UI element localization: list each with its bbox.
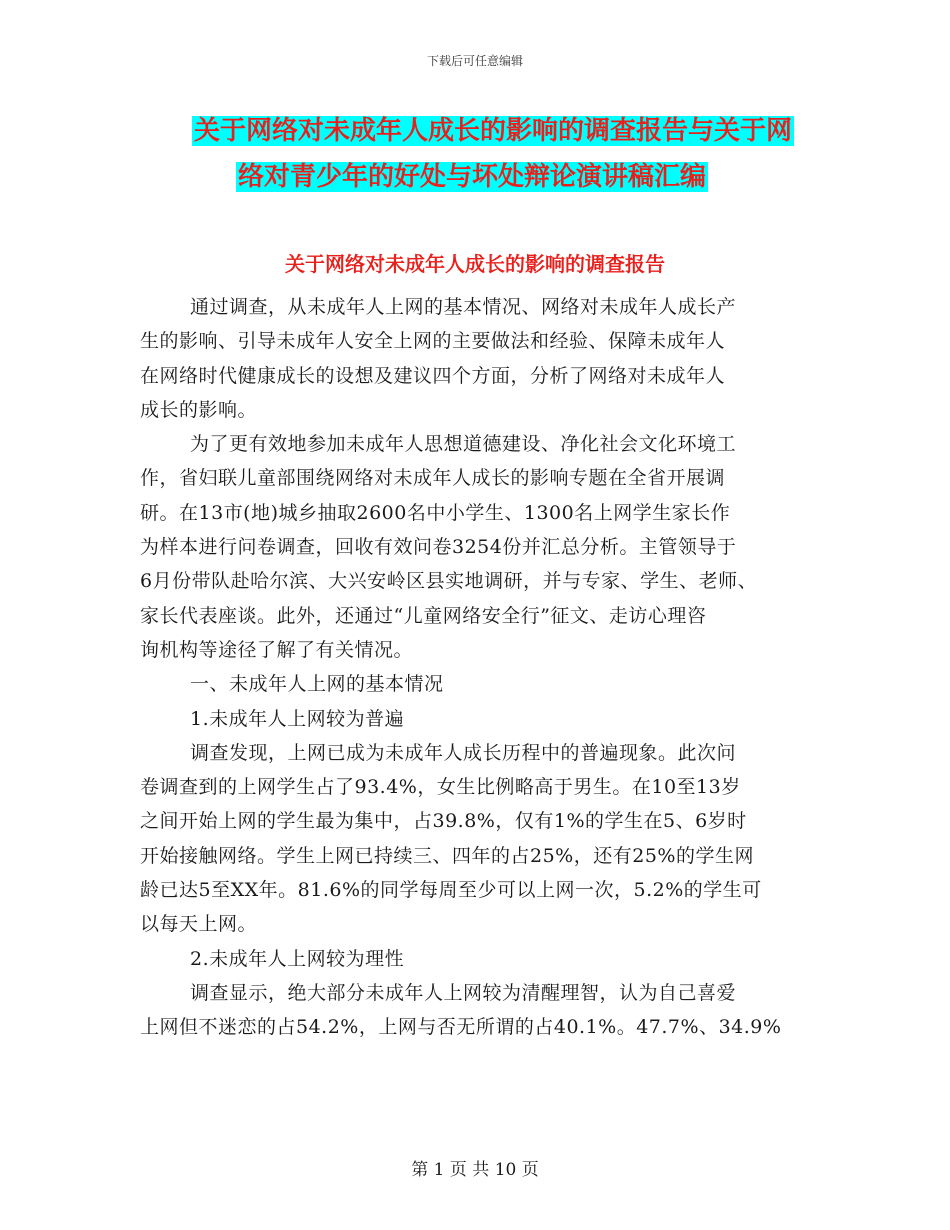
heading-line: 一、未成年人上网的基本情况	[190, 673, 444, 696]
paragraph-line: 调查显示，绝大部分未成年人上网较为清醒理智，认为自己喜爱	[190, 981, 737, 1004]
document-body	[140, 290, 820, 1045]
paragraph-line: 在网络时代健康成长的设想及建议四个方面，分析了网络对未成年人	[140, 364, 726, 387]
main-title-line-1: 关于网络对未成年人成长的影响的调查报告与关于网	[194, 116, 793, 146]
paragraph-line: 以每天上网。	[140, 913, 258, 936]
paragraph-line: 询机构等途径了解了有关情况。	[140, 638, 414, 661]
paragraph-line: 作，省妇联儿童部围绕网络对未成年人成长的影响专题在全省开展调	[140, 467, 726, 490]
header-note: 下载后可任意编辑	[426, 54, 523, 68]
paragraph-line: 卷调查到的上网学生占了93.4%，女生比例略高于男生。在10至13岁	[140, 776, 741, 799]
paragraph-line: 成长的影响。	[140, 398, 258, 421]
paragraph-line: 调查发现，上网已成为未成年人成长历程中的普遍现象。此次问	[190, 741, 737, 764]
paragraph-line: 之间开始上网的学生最为集中，占39.8%，仅有1%的学生在5、6岁时	[140, 810, 747, 833]
paragraph-line: 龄已达5至XX年。81.6%的同学每周至少可以上网一次，5.2%的学生可	[140, 879, 762, 902]
paragraph-line: 开始接触网络。学生上网已持续三、四年的占25%，还有25%的学生网	[140, 844, 754, 867]
paragraph-line: 为样本进行问卷调查，回收有效问卷3254份并汇总分析。主管领导于	[140, 536, 737, 559]
paragraph-line: 6月份带队赴哈尔滨、大兴安岭区县实地调研，并与专家、学生、老师、	[140, 570, 758, 593]
subheading-line: 1.未成年人上网较为普遍	[190, 707, 405, 730]
subheading-line: 2.未成年人上网较为理性	[190, 947, 405, 970]
page-number-footer: 第 1 页 共 10 页	[411, 1160, 539, 1180]
paragraph-line: 上网但不迷恋的占54.2%，上网与否无所谓的占40.1%。47.7%、34.9%	[140, 1016, 782, 1039]
paragraph-line: 通过调查，从未成年人上网的基本情况、网络对未成年人成长产	[190, 296, 737, 318]
section-title: 关于网络对未成年人成长的影响的调查报告	[285, 252, 665, 276]
paragraph-line: 生的影响、引导未成年人安全上网的主要做法和经验、保障未成年人	[140, 330, 726, 353]
paragraph-line: 研。在13市(地)城乡抽取2600名中小学生、1300名上网学生家长作	[140, 501, 731, 524]
paragraph-line: 家长代表座谈。此外，还通过“儿童网络安全行”征文、走访心理咨	[140, 604, 707, 627]
document-main-title	[170, 108, 830, 200]
main-title-line-2: 络对青少年的好处与坏处辩论演讲稿汇编	[238, 162, 707, 192]
paragraph-line: 为了更有效地参加未成年人思想道德建设、净化社会文化环境工	[190, 433, 737, 456]
